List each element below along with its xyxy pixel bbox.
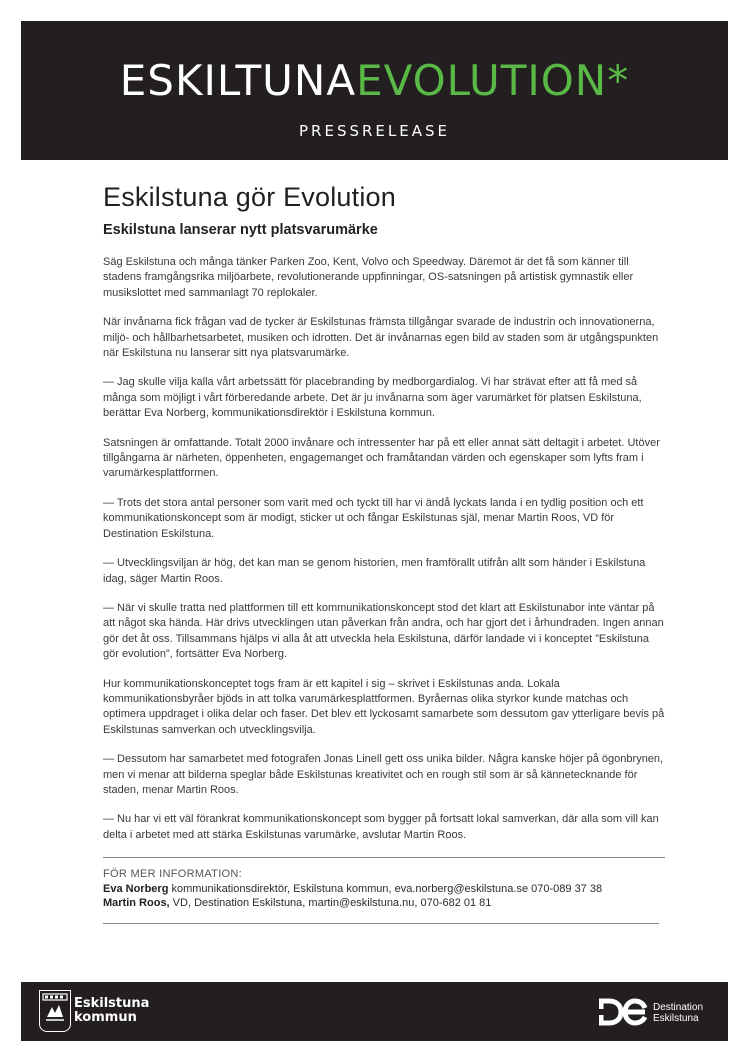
city-crest-icon [39, 990, 71, 1032]
article-title: Eskilstuna gör Evolution [103, 182, 396, 212]
article-body [103, 255, 665, 843]
article-paragraph: Säg Eskilstuna och många tänker Parken Zoo, Kent, Volvo och Speedway. Däremot är det få som känner till stadens framgångsrika miljöarbete, revolutionerande uppfinningar, OS-satsningen på artistisk gymnastik eller musikslottet med sammanlagt 70 replokaler. [103, 256, 634, 299]
brand-wordmark-part2: EVOLUTION* [356, 56, 630, 105]
destination-logo-text [653, 1002, 703, 1024]
kommun-logo-text [74, 997, 149, 1025]
article-paragraph: — Dessutom har samarbetet med fotografen Jonas Linell gett oss unika bilder. Några kanske höjer på ögonbrynen, men vi menar att bilderna speglar både Eskilstunas kreativitet och en rough stil som är så kännetecknande för staden, menar Martin Roos. [103, 753, 664, 796]
contact-line-1 [103, 882, 665, 897]
article-paragraph: Hur kommunikationskonceptet togs fram är ett kapitel i sig – skrivet i Eskilstunas anda. Lokala kommunikationsbyråer bjöds in att tolka varumärkesplattformen. Byråernas olika styrkor kunde matchas och optimera uppdraget i olika delar och faser. Det blev ett lyckosamt samarbete som dessutom gav ytterligare bevis på Eskilstunas samverkan och utvecklingsvilja. [103, 677, 665, 736]
de-monogram-icon [599, 998, 649, 1026]
destination-logo-line2: Eskilstuna [653, 1013, 699, 1024]
press-header [21, 21, 728, 160]
contact-1-details: kommunikationsdirektör, Eskilstuna kommun, eva.norberg@eskilstuna.se 070-089 37 38 [168, 882, 603, 895]
article-paragraph: — Utvecklingsviljan är hög, det kan man se genom historien, men framförallt utifrån allt som händer i Eskilstuna idag, säger Martin Roos. [103, 557, 646, 585]
article-content [103, 180, 665, 924]
article-paragraph: — Trots det stora antal personer som varit med och tyckt till har vi ändå lyckats landa i en tydlig position och ett kommunikationskoncept som är modigt, sticker ut och fångar Eskilstunas själ, menar Martin Roos, VD för Destination Eskilstuna. [103, 496, 644, 540]
contact-info [103, 867, 665, 911]
divider-bottom [103, 923, 659, 924]
article-subtitle: Eskilstuna lanserar nytt platsvarumärke [103, 222, 378, 238]
article-paragraph: När invånarna fick frågan vad de tycker är Eskilstunas främsta tillgångar svarade de industrin och innovationerna, miljö- och hållbarhetsarbetet, musiken och idrotten. Det är invånarnas egen bild av staden som är utgångspunkten när Eskilstuna nu lanserar sitt nya platsvarumärke. [103, 316, 659, 360]
destination-logo-line1: Destination [653, 1002, 704, 1013]
contact-line-2 [103, 896, 665, 911]
article-paragraph: — Jag skulle vilja kalla vårt arbetssätt för placebranding by medborgardialog. Vi har strävat efter att få med så många som möjligt i vårt förberedande arbete. Det är ju invånarna som äger varumärket för platsen Eskilstuna, berättar Eva Norberg, kommunikationsdirektör i Eskilstuna kommun. [103, 376, 642, 420]
article-paragraph: Satsningen är omfattande. Totalt 2000 invånare och intressenter har på ett eller annat sätt deltagit i arbetet. Utöver tillgångarna är närheten, öppenheten, engagemanget och framåtandan värden och egenskaper som lyfts fram i varumärkesplattformen. [103, 436, 660, 480]
document-type-label: PRESSRELEASE [299, 122, 450, 140]
divider-top [103, 857, 665, 858]
brand-wordmark [21, 55, 728, 107]
kommun-logo-line1: Eskilstuna [74, 996, 150, 1011]
eskilstuna-kommun-logo [39, 990, 150, 1034]
article-paragraph: — När vi skulle tratta ned plattformen till ett kommunikationskoncept stod det klart att Eskilstunabor inte väntar på att något ska hända. Här drivs utvecklingen utan påverkan från andra, och har gjort det i århundraden. Ingen annan gör det åt oss. Tillsammans hjälps vi alla åt att utveckla hela Eskilstuna, därför landade vi i konceptet ”Eskilstuna gör evolution”, fortsätter Eva Norberg. [103, 601, 664, 661]
contact-2-name: Martin Roos, [103, 897, 170, 910]
contact-1-name: Eva Norberg [103, 882, 169, 895]
kommun-logo-line2: kommun [74, 1010, 137, 1025]
brand-wordmark-part1: ESKILTUNA [119, 56, 357, 105]
contact-heading: FÖR MER INFORMATION: [103, 868, 243, 881]
article-paragraph: — Nu har vi ett väl förankrat kommunikationskoncept som bygger på fortsatt lokal samverkan, där alla som vill kan delta i arbetet med att stärka Eskilstunas varumärke, avslutar Martin Roos. [103, 813, 659, 841]
contact-2-details: VD, Destination Eskilstuna, martin@eskilstuna.nu, 070-682 01 81 [169, 897, 492, 910]
press-footer [21, 982, 728, 1041]
destination-eskilstuna-logo [599, 998, 704, 1026]
